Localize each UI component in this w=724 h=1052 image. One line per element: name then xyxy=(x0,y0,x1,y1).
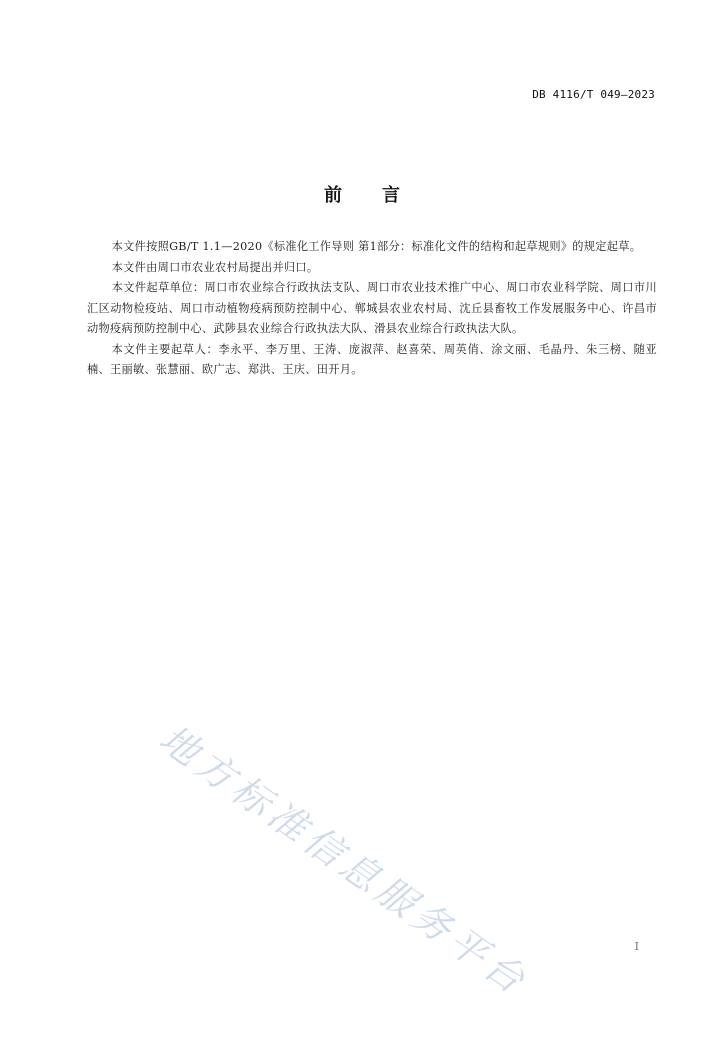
paragraph-drafting-basis: 本文件按照GB/T 1.1—2020《标准化工作导则 第1部分：标准化文件的结构和起草规则》的规定起草。 xyxy=(111,240,642,253)
page-title xyxy=(0,181,724,207)
watermark: 地方标准信息服务平台 xyxy=(151,716,538,1005)
paragraph-drafting-units: 本文件起草单位：周口市农业综合行政执法支队、周口市农业技术推广中心、周口市农业科学院、周口市川汇区动物检疫站、周口市动植物疫病预防控制中心、郸城县农业农村局、沈丘县畜牧工作发展服务中心、许昌市动物疫病预防控制中心、武陟县农业综合行政执法大队、滑县农业综合行政执法大队。 xyxy=(87,281,657,335)
paragraph-drafters: 本文件主要起草人：李永平、李万里、王涛、庞淑萍、赵喜荣、周英俏、涂文丽、毛晶丹、朱三榜、随亚楠、王丽敏、张慧丽、欧广志、郑洪、王庆、田开月。 xyxy=(87,342,657,376)
document-code: DB 4116/T 049—2023 xyxy=(532,88,655,101)
foreword-body xyxy=(87,237,657,381)
title-char-1: 前 xyxy=(324,185,342,206)
page-number: I xyxy=(634,940,639,953)
paragraph-proposer: 本文件由周口市农业农村局提出并归口。 xyxy=(111,260,319,274)
title-char-2: 言 xyxy=(382,185,400,206)
